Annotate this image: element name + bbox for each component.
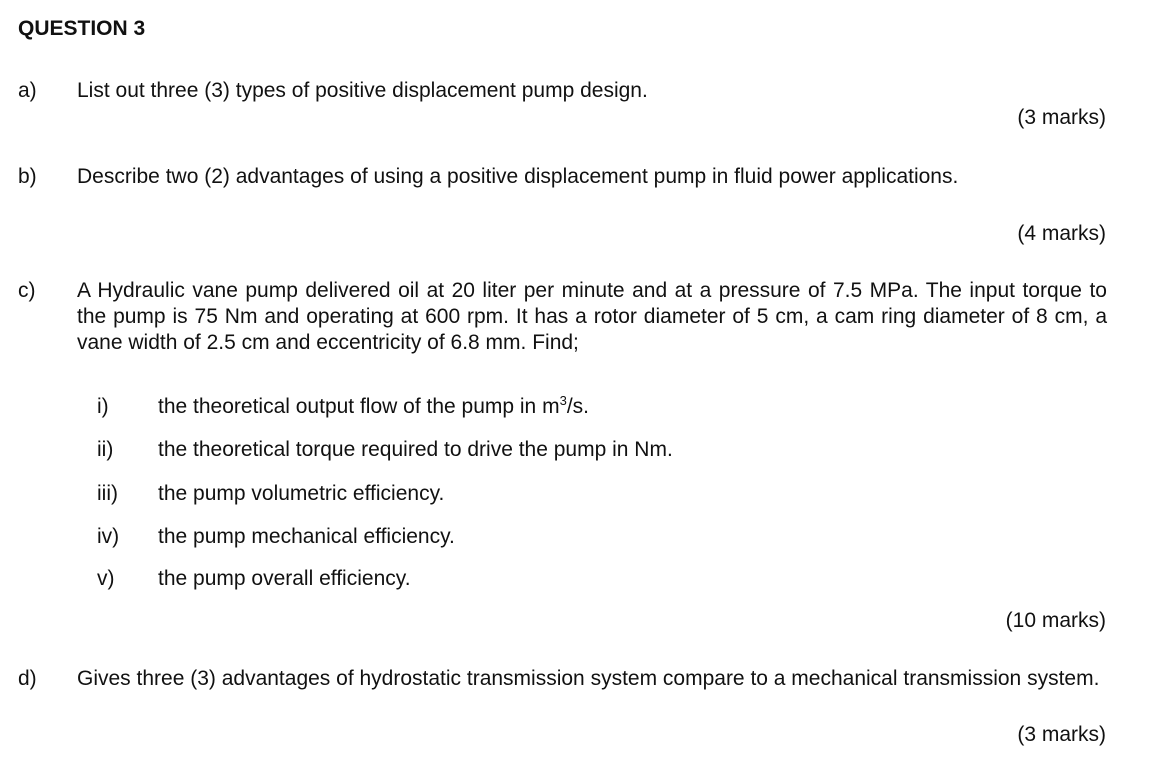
question-c-part-text: the theoretical torque required to drive the pump in Nm. xyxy=(158,438,673,461)
question-b-label: b) xyxy=(18,165,37,188)
question-c-label: c) xyxy=(18,279,36,302)
question-c-part-label: v) xyxy=(97,567,115,590)
question-c-part-label: i) xyxy=(97,395,109,418)
question-a-label: a) xyxy=(18,79,37,102)
question-c-part-label: iv) xyxy=(97,525,120,548)
question-c-part-label: iii) xyxy=(97,482,118,505)
question-a-marks: (3 marks) xyxy=(1017,106,1106,129)
question-d-text: Gives three (3) advantages of hydrostatic transmission system compare to a mechanical transmission system. xyxy=(77,667,1100,690)
question-c-part-text: the pump volumetric efficiency. xyxy=(158,482,445,505)
question-c-part-text: the pump mechanical efficiency. xyxy=(158,525,455,548)
question-d-marks: (3 marks) xyxy=(1017,723,1106,746)
question-b-text: Describe two (2) advantages of using a positive displacement pump in fluid power applications. xyxy=(77,165,959,188)
question-c-text: A Hydraulic vane pump delivered oil at 20 liter per minute and at a pressure of 7.5 MPa. The input torque to the pump is 75 Nm and operating at 600 rpm. It has a rotor diameter of 5 cm, a cam ring diameter of 8 cm, a vane width of 2.5 cm and eccentricity of 6.8 mm. Find; xyxy=(77,279,1107,354)
question-c-part-text: the pump overall efficiency. xyxy=(158,567,411,590)
part-i-text: the theoretical output flow of the pump in m xyxy=(158,395,560,418)
question-c-part-text xyxy=(158,394,589,420)
question-heading: QUESTION 3 xyxy=(18,17,146,40)
question-d-label: d) xyxy=(18,667,37,690)
question-c-part-label: ii) xyxy=(97,438,114,461)
part-i-superscript: 3 xyxy=(559,393,567,408)
question-c-marks: (10 marks) xyxy=(1005,609,1106,632)
question-b-marks: (4 marks) xyxy=(1017,222,1106,245)
question-a-text: List out three (3) types of positive displacement pump design. xyxy=(77,79,648,102)
part-i-suffix: /s. xyxy=(566,395,589,418)
